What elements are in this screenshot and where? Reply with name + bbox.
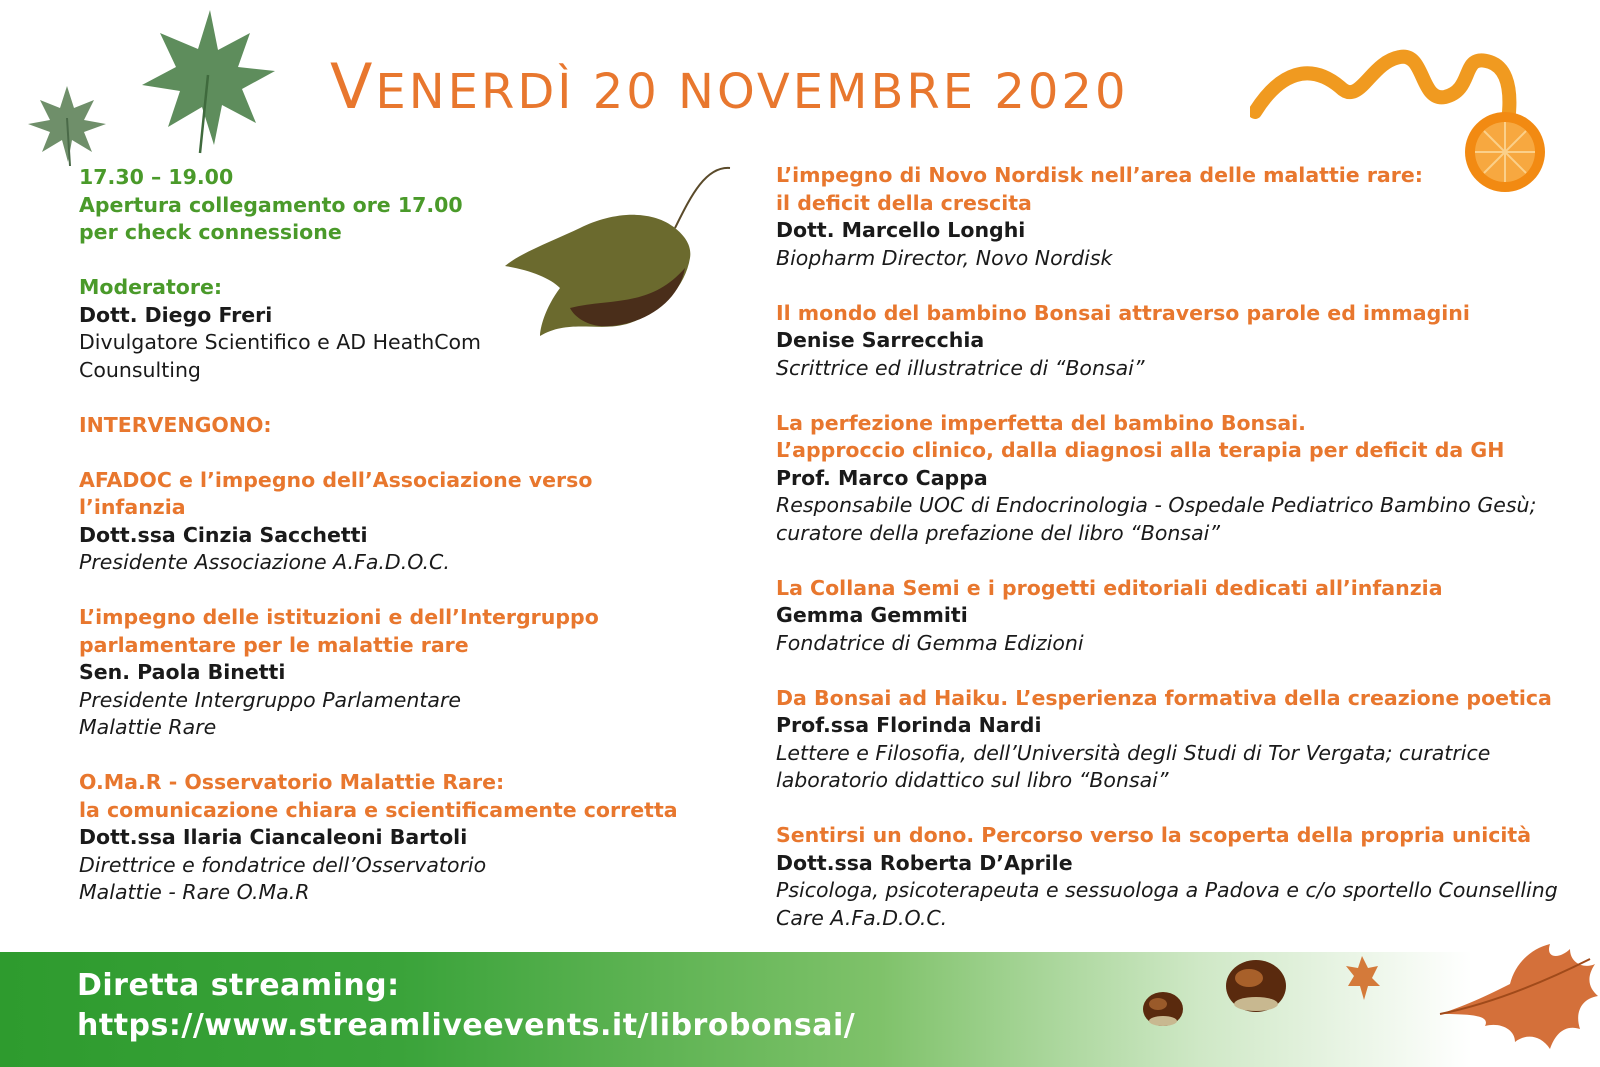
talk-item <box>79 604 669 742</box>
opening-line-1: Apertura collegamento ore 17.00 <box>79 192 463 217</box>
moderator-label: Moderatore: <box>79 275 223 299</box>
title-initial: V <box>330 50 376 123</box>
speaker-role-2: Malattie Rare <box>79 715 217 739</box>
speaker-role-1: Direttrice e fondatrice dell’Osservatorio <box>79 852 487 877</box>
moderator-role-1: Divulgatore Scientifico e AD HeathCom <box>79 330 482 354</box>
chestnut-icon <box>1222 956 1290 1016</box>
speaker-role-2: curatore della prefazione del libro “Bonsai” <box>776 520 1220 545</box>
maple-leaf-large-icon <box>130 5 280 155</box>
maple-leaf-small-icon <box>22 78 112 168</box>
talk-item <box>79 769 678 907</box>
speaker-name: Dott.ssa Cinzia Sacchetti <box>79 522 368 547</box>
talk-title-2: L’approccio clinico, dalla diagnosi alla terapia per deficit da GH <box>776 438 1505 462</box>
talk-item <box>776 575 1576 658</box>
talk-title-1: Da Bonsai ad Haiku. L’esperienza formativa della creazione poetica <box>776 685 1552 710</box>
streaming-link[interactable]: https://www.streamliveevents.it/librobonsai/ <box>77 1008 856 1043</box>
talk-item <box>776 822 1576 932</box>
speakers-label: INTERVENGONO: <box>79 412 272 437</box>
speaker-role-1: Presidente Associazione A.Fa.D.O.C. <box>79 550 450 574</box>
speaker-role-1: Responsabile UOC di Endocrinologia - Ospedale Pediatrico Bambino Gesù; <box>776 493 1537 517</box>
speaker-name: Denise Sarrecchia <box>776 328 985 352</box>
title-rest: ENERDÌ 20 NOVEMBRE 2020 <box>375 64 1129 120</box>
oak-leaf-icon <box>1430 934 1600 1064</box>
talk-title-1: La Collana Semi e i progetti editoriali dedicati all’infanzia <box>776 575 1443 600</box>
streaming-label: Diretta streaming: <box>77 968 400 1003</box>
talk-title-1: Sentirsi un dono. Percorso verso la scoperta della propria unicità <box>776 823 1532 847</box>
speaker-name: Dott. Marcello Longhi <box>776 218 1026 242</box>
speaker-role-1: Scrittrice ed illustratrice di “Bonsai” <box>776 355 1145 380</box>
event-time: 17.30 – 19.00 <box>79 165 234 189</box>
speaker-role-1: Lettere e Filosofia, dell’Università degli Studi di Tor Vergata; curatrice <box>776 740 1491 765</box>
talk-title-1: L’impegno delle istituzioni e dell’Intergruppo <box>79 605 599 629</box>
speaker-role-1: Fondatrice di Gemma Edizioni <box>776 630 1084 655</box>
talk-title-1: O.Ma.R - Osservatorio Malattie Rare: <box>79 770 505 794</box>
speaker-name: Dott.ssa Ilaria Ciancaleoni Bartoli <box>79 825 468 849</box>
talk-title-2: parlamentare per le malattie rare <box>79 632 469 657</box>
talk-title-2: il deficit della crescita <box>776 190 1032 215</box>
talk-title-1: Il mondo del bambino Bonsai attraverso parole ed immagini <box>776 300 1470 325</box>
talk-item <box>776 300 1576 383</box>
talk-title-1: L’impegno di Novo Nordisk nell’area delle malattie rare: <box>776 163 1423 187</box>
speaker-name: Sen. Paola Binetti <box>79 660 286 684</box>
talk-title-1: AFADOC e l’impegno dell’Associazione verso <box>79 467 593 492</box>
speaker-name: Gemma Gemmiti <box>776 603 968 627</box>
speaker-name: Prof. Marco Cappa <box>776 465 988 490</box>
talk-item <box>79 467 669 577</box>
chestnut-icon <box>1140 987 1186 1029</box>
speaker-role-2: laboratorio didattico sul libro “Bonsai” <box>776 768 1169 792</box>
program-right-column <box>776 162 1576 932</box>
streaming-footer <box>0 952 1600 1067</box>
page-title <box>330 50 1230 123</box>
opening-line-2: per check connessione <box>79 220 342 244</box>
talk-title-2: la comunicazione chiara e scientificamente corretta <box>79 797 678 822</box>
talk-item <box>776 410 1576 548</box>
moderator-role-2: Counsulting <box>79 357 201 382</box>
speaker-role-1: Biopharm Director, Novo Nordisk <box>776 245 1113 270</box>
talk-title-2: l’infanzia <box>79 495 186 519</box>
speaker-role-1: Presidente Intergruppo Parlamentare <box>79 687 462 712</box>
speaker-role-2: Care A.Fa.D.O.C. <box>776 905 948 930</box>
small-leaf-icon <box>1342 954 1382 1004</box>
speaker-name: Prof.ssa Florinda Nardi <box>776 713 1042 737</box>
speaker-name: Dott.ssa Roberta D’Aprile <box>776 850 1073 875</box>
speaker-role-2: Malattie - Rare O.Ma.R <box>79 880 310 904</box>
program-left-column <box>79 164 678 907</box>
talk-item <box>776 685 1576 795</box>
moderator-name: Dott. Diego Freri <box>79 302 273 327</box>
talk-title-1: La perfezione imperfetta del bambino Bonsai. <box>776 410 1306 435</box>
talk-item <box>776 162 1576 272</box>
speaker-role-1: Psicologa, psicoterapeuta e sessuologa a Padova e c/o sportello Counselling <box>776 878 1558 902</box>
